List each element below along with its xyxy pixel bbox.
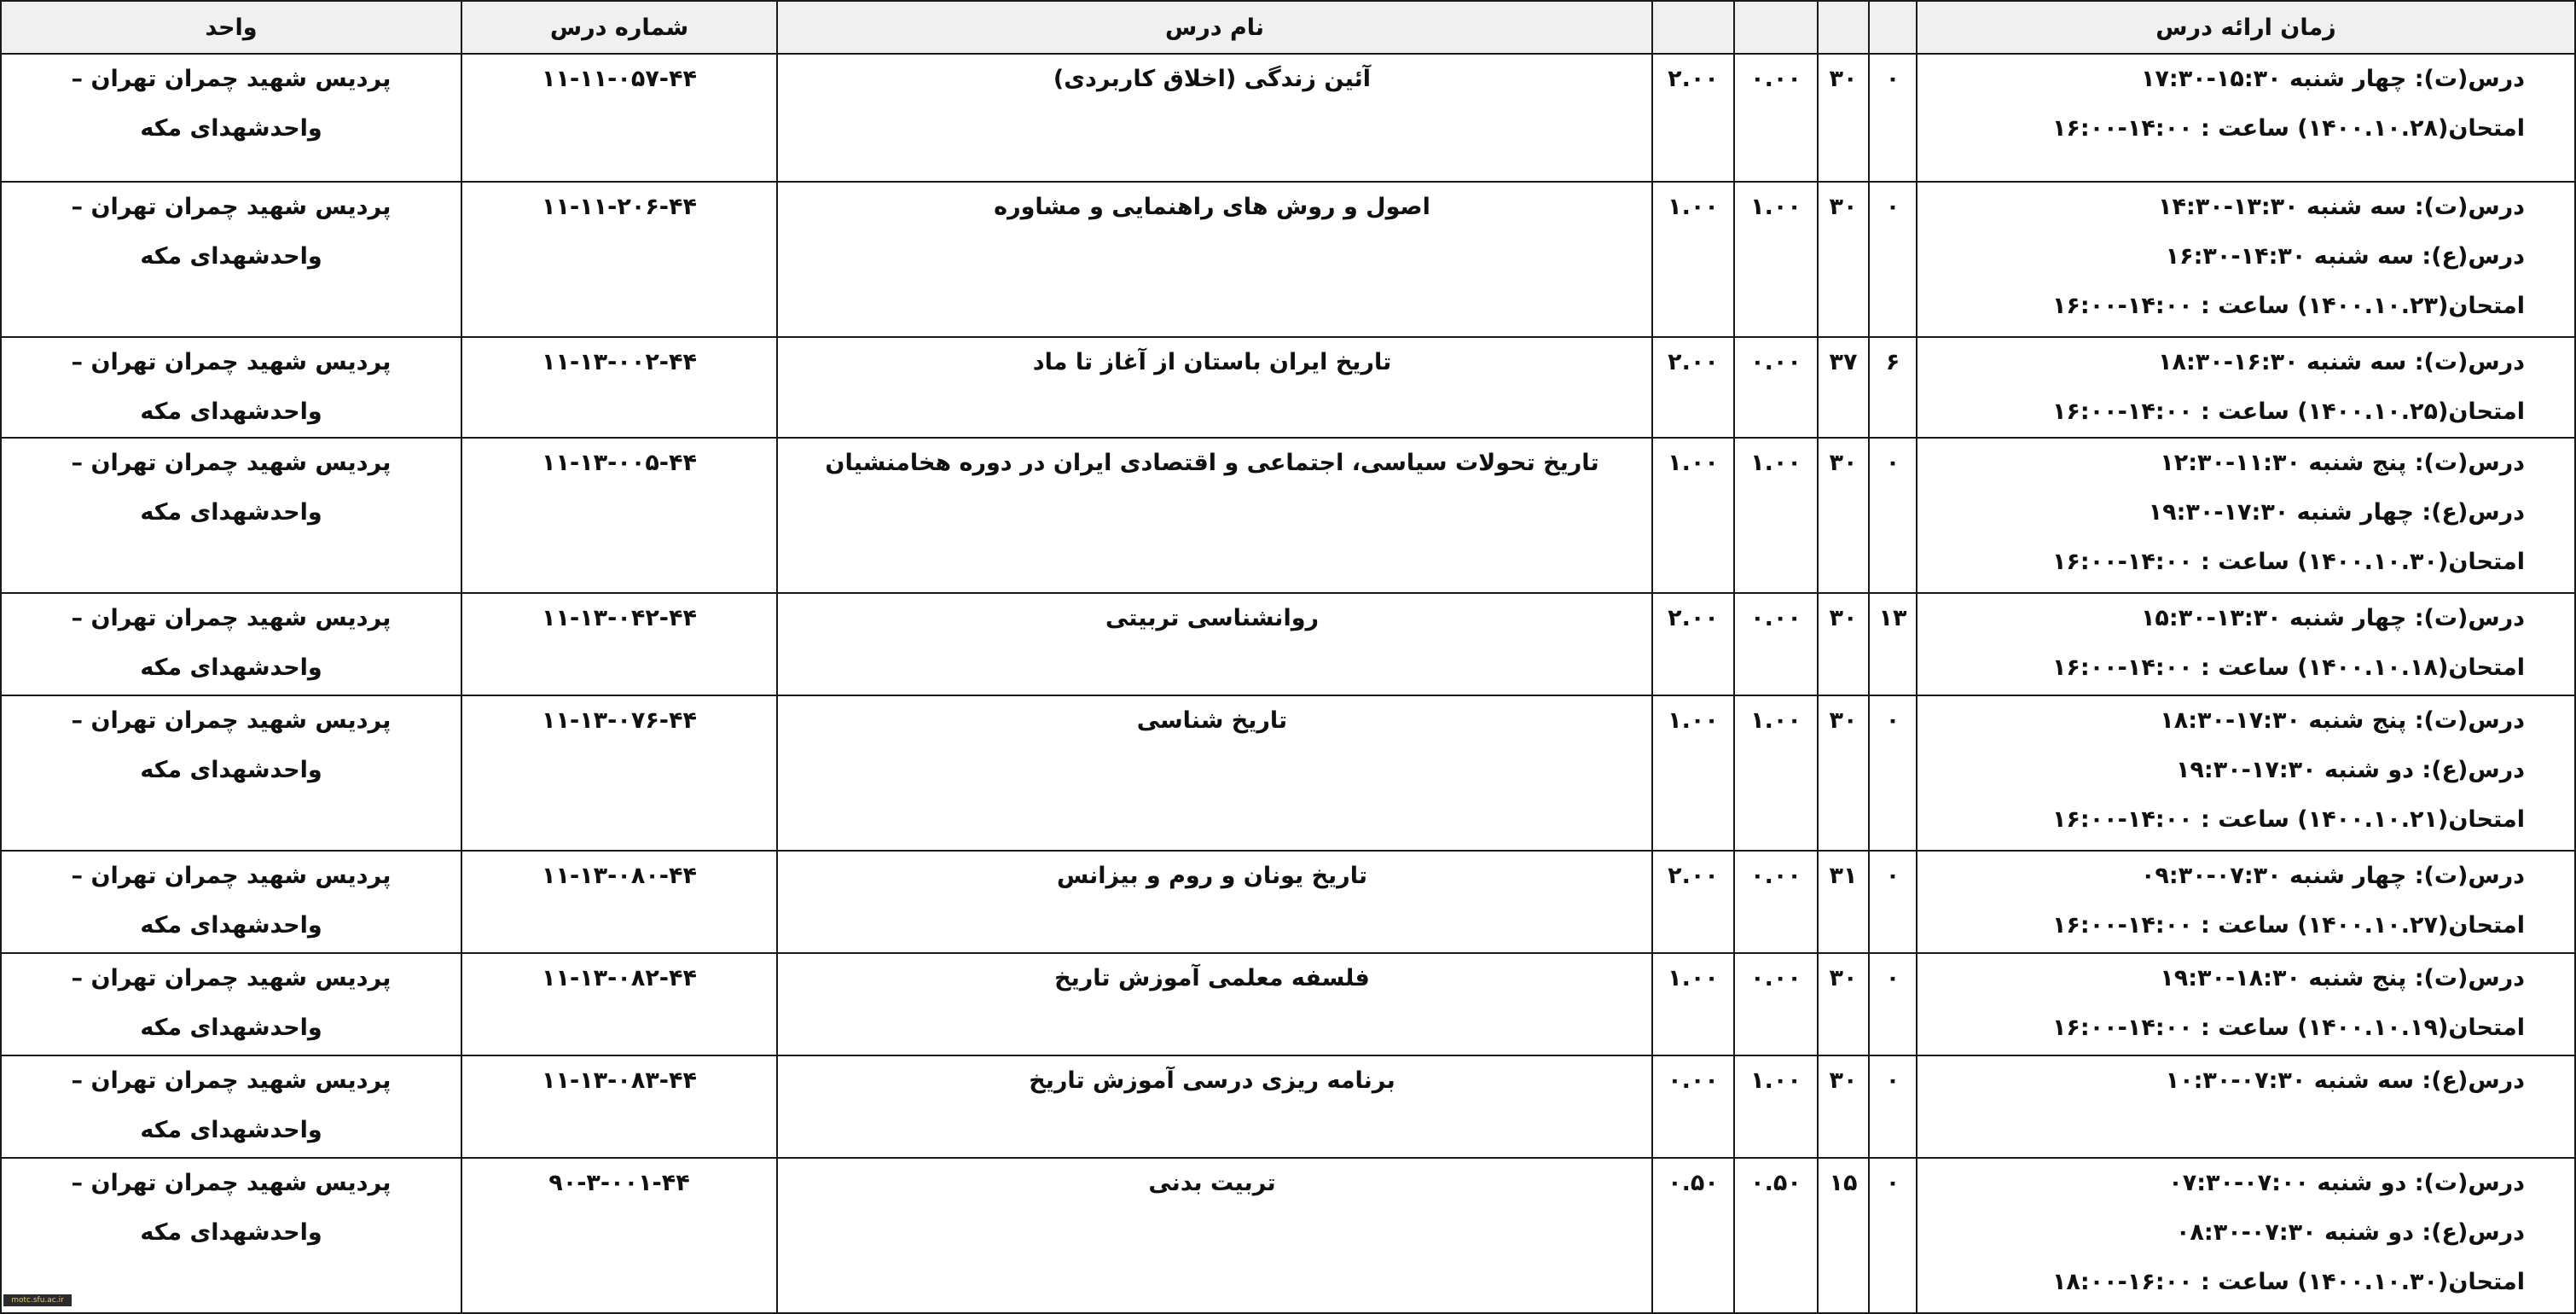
value-b-cell: ۰.۵۰ <box>1734 1158 1818 1313</box>
unit-cell: پردیس شهید چمران تهران – واحدشهدای مکه <box>1 438 461 593</box>
value-c-cell: ۳۰ <box>1818 593 1869 695</box>
course-name-cell: تاریخ ایران باستان از آغاز تا ماد <box>777 337 1652 438</box>
value-d-cell: ۰ <box>1869 695 1917 851</box>
value-b-cell: ۱.۰۰ <box>1734 438 1818 593</box>
schedule-line: امتحان(۱۴۰۰.۱۰.۲۳) ساعت : ۱۴:۰۰-۱۶:۰۰ <box>2051 293 2525 319</box>
value-b-cell: ۰.۰۰ <box>1734 54 1818 182</box>
value-d-cell: ۰ <box>1869 953 1917 1055</box>
table-row <box>1 182 2575 337</box>
course-name-cell: اصول و روش های راهنمایی و مشاوره <box>777 182 1652 337</box>
course-number-cell: ۱۱-۱۱-۰۵۷-۴۴ <box>461 54 777 182</box>
schedule-line: درس(ت): سه شنبه ۱۶:۳۰-۱۸:۳۰ <box>2157 349 2525 375</box>
unit-cell: پردیس شهید چمران تهران – واحدشهدای مکه <box>1 851 461 953</box>
table-header-row <box>1 1 2575 54</box>
value-d-cell: ۱۳ <box>1869 593 1917 695</box>
schedule-cell <box>1917 182 2575 337</box>
value-c-cell: ۳۰ <box>1818 695 1869 851</box>
value-b-cell: ۰.۰۰ <box>1734 337 1818 438</box>
schedule-line: درس(ع): سه شنبه ۱۴:۳۰-۱۶:۳۰ <box>2165 243 2525 270</box>
value-a-cell: ۱.۰۰ <box>1652 182 1734 337</box>
schedule-cell <box>1917 337 2575 438</box>
schedule-cell <box>1917 851 2575 953</box>
value-c-cell: ۳۰ <box>1818 54 1869 182</box>
schedule-line: امتحان(۱۴۰۰.۱۰.۳۰) ساعت : ۱۶:۰۰-۱۸:۰۰ <box>2051 1269 2525 1295</box>
value-a-cell: ۲.۰۰ <box>1652 851 1734 953</box>
table-row <box>1 851 2575 953</box>
value-a-cell: ۰.۰۰ <box>1652 1055 1734 1158</box>
course-name-cell: تربیت بدنی <box>777 1158 1652 1313</box>
schedule-line: درس(ت): چهار شنبه ۱۳:۳۰-۱۵:۳۰ <box>2140 605 2525 631</box>
schedule-line: امتحان(۱۴۰۰.۱۰.۳۰) ساعت : ۱۴:۰۰-۱۶:۰۰ <box>2051 549 2525 575</box>
value-d-cell: ۰ <box>1869 54 1917 182</box>
unit-cell: پردیس شهید چمران تهران – واحدشهدای مکه <box>1 953 461 1055</box>
value-c-cell: ۳۷ <box>1818 337 1869 438</box>
course-name-cell: تاریخ یونان و روم و بیزانس <box>777 851 1652 953</box>
table-row <box>1 695 2575 851</box>
schedule-line: امتحان(۱۴۰۰.۱۰.۱۹) ساعت : ۱۴:۰۰-۱۶:۰۰ <box>2051 1015 2525 1041</box>
value-d-cell: ۰ <box>1869 1158 1917 1313</box>
course-number-cell: ۱۱-۱۳-۰۴۲-۴۴ <box>461 593 777 695</box>
value-d-cell: ۰ <box>1869 851 1917 953</box>
unit-cell: پردیس شهید چمران تهران – واحدشهدای مکه <box>1 54 461 182</box>
value-a-cell: ۰.۵۰ <box>1652 1158 1734 1313</box>
value-d-cell: ۰ <box>1869 1055 1917 1158</box>
value-b-cell: ۰.۰۰ <box>1734 953 1818 1055</box>
schedule-line: درس(ع): دو شنبه ۱۷:۳۰-۱۹:۳۰ <box>2175 757 2525 783</box>
value-a-cell: ۱.۰۰ <box>1652 695 1734 851</box>
course-name-cell: روانشناسی تربیتی <box>777 593 1652 695</box>
header-col-b <box>1734 1 1818 54</box>
value-c-cell: ۳۰ <box>1818 953 1869 1055</box>
schedule-line: امتحان(۱۴۰۰.۱۰.۱۸) ساعت : ۱۴:۰۰-۱۶:۰۰ <box>2051 654 2525 681</box>
header-course-number: شماره درس <box>461 1 777 54</box>
value-d-cell: ۰ <box>1869 438 1917 593</box>
header-course-name: نام درس <box>777 1 1652 54</box>
schedule-line: امتحان(۱۴۰۰.۱۰.۲۱) ساعت : ۱۴:۰۰-۱۶:۰۰ <box>2051 806 2525 833</box>
course-name-cell: تاریخ شناسی <box>777 695 1652 851</box>
schedule-cell <box>1917 695 2575 851</box>
value-d-cell: ۶ <box>1869 337 1917 438</box>
header-col-a <box>1652 1 1734 54</box>
unit-cell: پردیس شهید چمران تهران – واحدشهدای مکه <box>1 695 461 851</box>
unit-cell: پردیس شهید چمران تهران – واحدشهدای مکه <box>1 182 461 337</box>
table-row <box>1 953 2575 1055</box>
schedule-line: درس(ت): پنج شنبه ۱۸:۳۰-۱۹:۳۰ <box>2160 965 2525 991</box>
value-c-cell: ۳۰ <box>1818 182 1869 337</box>
table-row <box>1 438 2575 593</box>
schedule-line: درس(ت): پنج شنبه ۱۱:۳۰-۱۲:۳۰ <box>2160 450 2525 476</box>
value-b-cell: ۰.۰۰ <box>1734 851 1818 953</box>
schedule-cell <box>1917 1055 2575 1158</box>
value-c-cell: ۱۵ <box>1818 1158 1869 1313</box>
header-schedule: زمان ارائه درس <box>1917 1 2575 54</box>
course-name-cell: تاریخ تحولات سیاسی، اجتماعی و اقتصادی ایران در دوره هخامنشیان <box>777 438 1652 593</box>
unit-cell: پردیس شهید چمران تهران – واحدشهدای مکه <box>1 337 461 438</box>
course-number-cell: ۱۱-۱۳-۰۸۲-۴۴ <box>461 953 777 1055</box>
course-number-cell: ۹۰-۳-۰۰۱-۴۴ <box>461 1158 777 1313</box>
schedule-line: امتحان(۱۴۰۰.۱۰.۲۸) ساعت : ۱۴:۰۰-۱۶:۰۰ <box>2051 115 2525 142</box>
unit-cell: پردیس شهید چمران تهران – واحدشهدای مکه <box>1 593 461 695</box>
value-b-cell: ۱.۰۰ <box>1734 695 1818 851</box>
value-b-cell: ۰.۰۰ <box>1734 593 1818 695</box>
course-name-cell: برنامه ریزی درسی آموزش تاریخ <box>777 1055 1652 1158</box>
value-a-cell: ۲.۰۰ <box>1652 593 1734 695</box>
schedule-cell <box>1917 593 2575 695</box>
course-name-cell: فلسفه معلمی آموزش تاریخ <box>777 953 1652 1055</box>
value-c-cell: ۳۱ <box>1818 851 1869 953</box>
schedule-line: درس(ت): پنج شنبه ۱۷:۳۰-۱۸:۳۰ <box>2160 707 2525 734</box>
value-c-cell: ۳۰ <box>1818 438 1869 593</box>
header-col-d <box>1869 1 1917 54</box>
schedule-line: درس(ت): چهار شنبه ۱۵:۳۰-۱۷:۳۰ <box>2140 66 2525 92</box>
unit-cell: پردیس شهید چمران تهران – واحدشهدای مکه <box>1 1158 461 1313</box>
value-a-cell: ۲.۰۰ <box>1652 337 1734 438</box>
unit-cell: پردیس شهید چمران تهران – واحدشهدای مکه <box>1 1055 461 1158</box>
table-row <box>1 1055 2575 1158</box>
course-number-cell: ۱۱-۱۳-۰۰۵-۴۴ <box>461 438 777 593</box>
course-number-cell: ۱۱-۱۳-۰۸۳-۴۴ <box>461 1055 777 1158</box>
value-a-cell: ۲.۰۰ <box>1652 54 1734 182</box>
table-row <box>1 54 2575 182</box>
schedule-line: درس(ع): چهار شنبه ۱۷:۳۰-۱۹:۳۰ <box>2148 499 2525 526</box>
schedule-line: درس(ت): چهار شنبه ۰۷:۳۰-۰۹:۳۰ <box>2140 863 2525 889</box>
schedule-cell <box>1917 953 2575 1055</box>
course-name-cell: آئین زندگی (اخلاق کاربردی) <box>777 54 1652 182</box>
header-col-c <box>1818 1 1869 54</box>
value-a-cell: ۱.۰۰ <box>1652 438 1734 593</box>
site-watermark: motc.sfu.ac.ir <box>3 1294 72 1306</box>
value-a-cell: ۱.۰۰ <box>1652 953 1734 1055</box>
schedule-cell <box>1917 1158 2575 1313</box>
schedule-cell <box>1917 54 2575 182</box>
value-b-cell: ۱.۰۰ <box>1734 1055 1818 1158</box>
schedule-line: درس(ع): سه شنبه ۰۷:۳۰-۱۰:۳۰ <box>2165 1067 2525 1094</box>
course-number-cell: ۱۱-۱۳-۰۸۰-۴۴ <box>461 851 777 953</box>
course-number-cell: ۱۱-۱۳-۰۰۲-۴۴ <box>461 337 777 438</box>
table-row <box>1 1158 2575 1313</box>
schedule-line: درس(ت): دو شنبه ۰۷:۰۰-۰۷:۳۰ <box>2168 1170 2525 1196</box>
schedule-line: درس(ت): سه شنبه ۱۳:۳۰-۱۴:۳۰ <box>2157 194 2525 220</box>
header-unit: واحد <box>1 1 461 54</box>
schedule-line: امتحان(۱۴۰۰.۱۰.۲۵) ساعت : ۱۴:۰۰-۱۶:۰۰ <box>2051 398 2525 425</box>
value-d-cell: ۰ <box>1869 182 1917 337</box>
course-number-cell: ۱۱-۱۳-۰۷۶-۴۴ <box>461 695 777 851</box>
table-row <box>1 337 2575 438</box>
schedule-line: درس(ع): دو شنبه ۰۷:۳۰-۰۸:۳۰ <box>2175 1219 2525 1246</box>
value-b-cell: ۱.۰۰ <box>1734 182 1818 337</box>
value-c-cell: ۳۰ <box>1818 1055 1869 1158</box>
course-number-cell: ۱۱-۱۱-۲۰۶-۴۴ <box>461 182 777 337</box>
schedule-line: امتحان(۱۴۰۰.۱۰.۲۷) ساعت : ۱۴:۰۰-۱۶:۰۰ <box>2051 912 2525 939</box>
table-row <box>1 593 2575 695</box>
schedule-cell <box>1917 438 2575 593</box>
